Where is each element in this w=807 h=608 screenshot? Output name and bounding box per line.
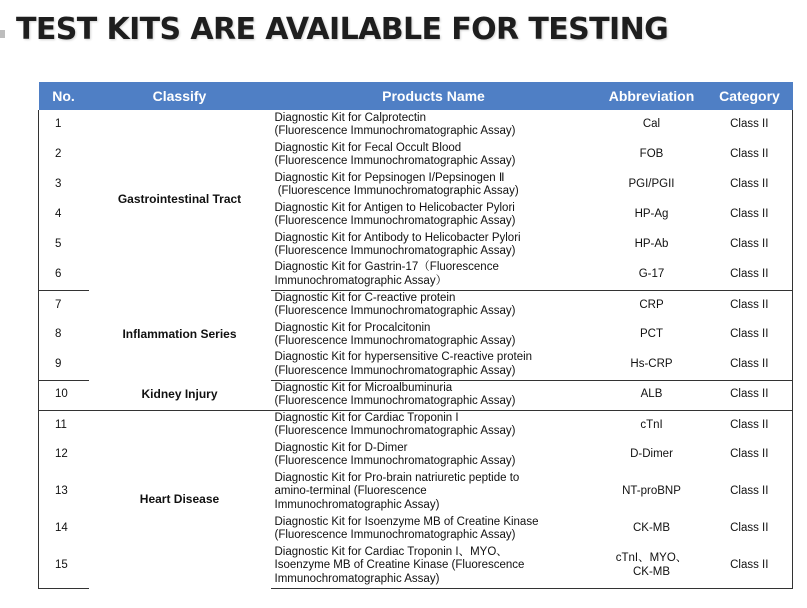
header-classify: Classify [89, 82, 271, 110]
cell-no: 3 [55, 178, 62, 191]
cell-abbreviation [597, 290, 707, 320]
cell-product-name [271, 350, 597, 380]
product-name-line: Diagnostic Kit for Microalbuminuria [274, 381, 453, 394]
cell-no: 12 [55, 448, 68, 461]
abbreviation-line: PCT [640, 328, 663, 341]
product-name-line: (Fluorescence Immunochromatographic Assay) [274, 364, 516, 377]
abbreviation-line: cTnI、MYO、 [615, 552, 688, 565]
product-name-line: Diagnostic Kit for Pepsinogen I/Pepsinogen Ⅱ [274, 171, 505, 184]
cell-product-name [271, 470, 597, 514]
cell-no: 8 [55, 328, 62, 341]
cell-classify: Heart Disease [139, 491, 220, 506]
cell-classify: Kidney Injury [89, 380, 271, 410]
cell-abbreviation [597, 320, 707, 350]
product-name-line: (Fluorescence Immunochromatographic Assay) [274, 335, 516, 347]
product-name-line: (Fluorescence Immunochromatographic Assay) [274, 455, 516, 467]
cell-product-name [271, 380, 597, 410]
cell-category: Class II [730, 448, 769, 461]
product-name-line: Diagnostic Kit for Antibody to Helicobacter Pylori [274, 231, 521, 244]
table-row [39, 410, 793, 440]
cell-abbreviation [597, 170, 707, 200]
abbreviation-line: cTnI [640, 418, 663, 431]
table-row [39, 110, 793, 140]
cell-category: Class II [730, 485, 769, 498]
abbreviation-line: CRP [639, 298, 664, 311]
page-title: TEST KITS ARE AVAILABLE FOR TESTING [16, 12, 669, 47]
cell-category: Class II [730, 118, 769, 131]
cell-category: Class II [707, 380, 793, 410]
product-name-line: Diagnostic Kit for D-Dimer [274, 441, 408, 454]
cell-category: Class II [730, 238, 769, 251]
cell-no: 6 [39, 260, 89, 290]
product-name-line: Diagnostic Kit for C-reactive protein [274, 291, 456, 304]
product-name-line: Diagnostic Kit for Gastrin-17（Fluorescence [274, 261, 499, 274]
cell-category: Class II [707, 544, 793, 588]
product-name-line: Diagnostic Kit for Antigen to Helicobacter Pylori [274, 201, 515, 214]
abbreviation-line: D-Dimer [630, 448, 673, 461]
table-body [39, 110, 793, 588]
product-name-line: Diagnostic Kit for hypersensitive C-reactive protein [274, 351, 533, 364]
cell-category: Class II [730, 208, 769, 221]
cell-abbreviation [597, 260, 707, 290]
product-name-line: (Fluorescence Immunochromatographic Assay) [274, 245, 516, 257]
cell-abbreviation [597, 440, 707, 470]
cell-category: Class II [730, 328, 769, 341]
abbreviation-line: Cal [642, 118, 661, 131]
cell-product-name [271, 320, 597, 350]
cell-abbreviation [597, 140, 707, 170]
cell-no: 14 [55, 522, 68, 535]
cell-no: 10 [39, 380, 89, 410]
cell-product-name [271, 200, 597, 230]
product-name-line: (Fluorescence Immunochromatographic Assay) [274, 395, 516, 407]
product-name-line: (Fluorescence Immunochromatographic Assay) [274, 425, 516, 438]
product-name-line: Diagnostic Kit for Calprotectin [274, 111, 426, 124]
product-name-line: Diagnostic Kit for Pro-brain natriuretic peptide to [274, 471, 520, 484]
cell-abbreviation [597, 410, 707, 440]
cell-no: 11 [55, 418, 67, 431]
abbreviation-line: CK-MB [632, 565, 671, 578]
cell-product-name [271, 170, 597, 200]
product-name-line: Diagnostic Kit for Isoenzyme MB of Creatine Kinase [274, 515, 539, 528]
cell-abbreviation [597, 230, 707, 260]
header-no: No. [39, 82, 89, 110]
product-name-line: Diagnostic Kit for Procalcitonin [274, 321, 431, 334]
abbreviation-line: PGI/PGII [628, 178, 675, 191]
cell-abbreviation [597, 380, 707, 410]
cell-product-name [271, 260, 597, 290]
cell-abbreviation [597, 544, 707, 588]
cell-product-name [271, 440, 597, 470]
product-name-line: (Fluorescence Immunochromatographic Assay) [274, 529, 516, 541]
test-kits-table [38, 82, 793, 589]
title-bullet [0, 30, 5, 38]
cell-no: 9 [39, 350, 89, 380]
cell-no: 1 [55, 118, 62, 131]
abbreviation-line: CK-MB [632, 522, 671, 535]
product-name-line: Diagnostic Kit for Cardiac Troponin I [274, 411, 459, 424]
cell-product-name [271, 230, 597, 260]
cell-no: 2 [55, 148, 62, 161]
cell-category: Class II [730, 418, 769, 431]
cell-product-name [271, 410, 597, 440]
abbreviation-line: HP-Ag [634, 208, 669, 221]
cell-no: 7 [55, 298, 62, 311]
product-name-line: (Fluorescence Immunochromatographic Assay) [274, 215, 516, 227]
abbreviation-line: FOB [639, 148, 664, 161]
cell-category: Class II [707, 260, 793, 290]
table-row [39, 290, 793, 320]
header-category: Category [707, 82, 793, 110]
cell-category: Class II [730, 298, 769, 311]
cell-product-name [271, 110, 597, 140]
product-name-line: Diagnostic Kit for Fecal Occult Blood [274, 141, 462, 154]
cell-product-name [271, 140, 597, 170]
cell-category: Class II [730, 522, 769, 535]
cell-abbreviation [597, 350, 707, 380]
abbreviation-line: G-17 [638, 268, 665, 280]
product-name-line: Immunochromatographic Assay) [274, 498, 440, 511]
cell-product-name [271, 544, 597, 588]
product-name-line: (Fluorescence Immunochromatographic Assay) [274, 305, 516, 318]
cell-product-name [271, 290, 597, 320]
abbreviation-line: Hs-CRP [630, 358, 673, 370]
cell-product-name [271, 514, 597, 544]
cell-classify: Inflammation Series [122, 327, 237, 342]
cell-abbreviation [597, 514, 707, 544]
cell-category: Class II [730, 148, 769, 161]
abbreviation-line: ALB [640, 388, 663, 401]
header-abbreviation: Abbreviation [597, 82, 707, 110]
cell-abbreviation [597, 110, 707, 140]
product-name-line: Immunochromatographic Assay） [274, 274, 448, 287]
product-name-line: amino-terminal (Fluorescence [274, 485, 427, 498]
cell-classify: Gastrointestinal Tract [117, 192, 242, 207]
cell-no: 13 [55, 485, 68, 498]
cell-no: 15 [39, 544, 89, 588]
table-header-row [39, 82, 793, 110]
cell-category: Class II [707, 350, 793, 380]
cell-abbreviation [597, 200, 707, 230]
abbreviation-line: HP-Ab [634, 238, 669, 251]
cell-category: Class II [730, 178, 769, 191]
table-row [39, 380, 793, 410]
product-name-line: (Fluorescence Immunochromatographic Assay) [274, 185, 519, 197]
abbreviation-line: NT-proBNP [622, 485, 681, 498]
cell-no: 4 [55, 208, 62, 221]
product-name-line: (Fluorescence Immunochromatographic Assay) [274, 125, 516, 137]
product-name-line: (Fluorescence Immunochromatographic Assay) [274, 155, 516, 167]
product-name-line: Diagnostic Kit for Cardiac Troponin I、MYO、 [274, 545, 508, 558]
header-products-name: Products Name [271, 82, 597, 110]
cell-no: 5 [55, 238, 62, 251]
cell-abbreviation [597, 470, 707, 514]
product-name-line: Isoenzyme MB of Creatine Kinase (Fluorescence [274, 559, 525, 571]
product-name-line: Immunochromatographic Assay) [274, 572, 440, 585]
